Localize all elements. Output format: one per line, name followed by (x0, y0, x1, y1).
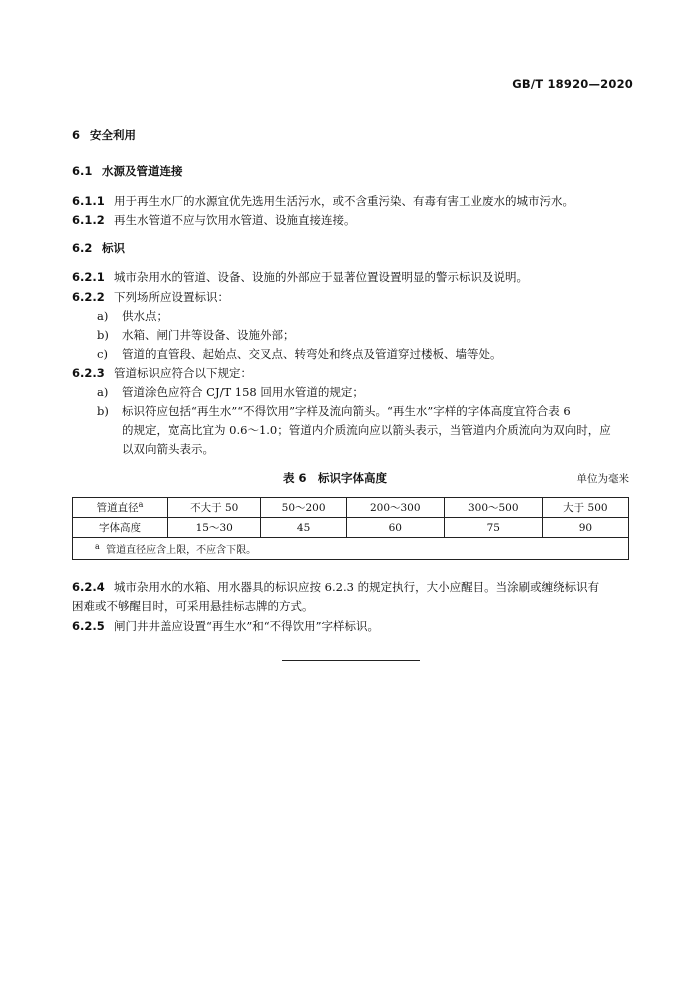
table-row (73, 518, 629, 538)
item-text: 供水点； (122, 309, 168, 323)
clause-text: 城市杂用水的水箱、用水器具的标识应按 6.2.3 的规定执行，大小应醒目。当涂刷或缠绕标识有 (114, 580, 600, 594)
row-header: 字体高度 (73, 518, 168, 538)
table-cell: 45 (261, 518, 346, 538)
section-title: 标识 (102, 241, 125, 255)
clause-text: 城市杂用水的管道、设备、设施的外部应于显著位置设置明显的警示标识及说明。 (114, 270, 528, 284)
item-label: c) (97, 347, 108, 361)
table-cell: 300～500 (444, 498, 542, 518)
clause-number: 6.2.4 (72, 580, 105, 594)
table-cell: 60 (346, 518, 444, 538)
item-text-line: 标识符应包括“再生水”“不得饮用”字样及流向箭头。“再生水”字样的字体高度宜符合表 6 (122, 404, 571, 418)
clause-6-2-2 (72, 289, 229, 305)
item-text-line: 的规定，宽高比宜为 0.6～1.0；管道内介质流向应以箭头表示，当管道内介质流向为双向时，应 (122, 423, 611, 437)
clause-number: 6.1.2 (72, 213, 105, 227)
section-number: 6 (72, 128, 81, 142)
section-6-heading (72, 127, 136, 143)
clause-number: 6.2.3 (72, 366, 105, 380)
table-caption: 表 6 标识字体高度 (283, 471, 388, 485)
clause-number: 6.2.2 (72, 290, 105, 304)
clause-text: 用于再生水厂的水源宜优先选用生活污水，或不含重污染、有毒有害工业废水的城市污水。 (114, 194, 574, 208)
table-cell: 不大于 50 (168, 498, 261, 518)
list-item (97, 308, 168, 324)
clause-6-1-1 (72, 193, 574, 209)
table-cell: 15～30 (168, 518, 261, 538)
standard-number: GB/T 18920—2020 (512, 77, 633, 91)
item-label: a) (97, 309, 109, 323)
list-item (97, 384, 364, 400)
clause-6-2-3 (72, 365, 252, 381)
table-cell: 大于 500 (542, 498, 628, 518)
item-text-line: 以双向箭头表示。 (122, 442, 214, 456)
table-cell: 90 (542, 518, 628, 538)
clause-text: 管道标识应符合以下规定： (114, 366, 252, 380)
section-title: 安全利用 (90, 128, 136, 142)
item-text: 管道涂色应符合 CJ/T 158 回用水管道的规定； (122, 385, 364, 399)
row-header: 管道直径$^a$ (73, 498, 168, 518)
clause-6-1-2 (72, 212, 356, 228)
clause-number: 6.2.5 (72, 619, 105, 633)
table-cell: 50～200 (261, 498, 346, 518)
item-label: b) (97, 404, 109, 418)
clause-number: 6.2.1 (72, 270, 105, 284)
clause-text-continuation: 困难或不够醒目时，可采用悬挂标志牌的方式。 (72, 599, 314, 613)
table-cell: 200～300 (346, 498, 444, 518)
clause-text: 下列场所应设置标识： (114, 290, 229, 304)
clause-text: 闸门井井盖应设置“再生水”和“不得饮用”字样标识。 (114, 619, 380, 633)
section-number: 6.1 (72, 164, 93, 178)
list-item (97, 403, 571, 419)
table-note-row (73, 538, 629, 560)
item-text: 管道的直管段、起始点、交叉点、转弯处和终点及管道穿过楼板、墙等处。 (122, 347, 502, 361)
item-label: a) (97, 385, 109, 399)
table-row (73, 498, 629, 518)
clause-number: 6.1.1 (72, 194, 105, 208)
table-cell: 75 (444, 518, 542, 538)
table-note: $^a$ 管道直径应含上限，不应含下限。 (73, 538, 629, 560)
list-item (97, 346, 502, 362)
item-text: 水箱、闸门井等设备、设施外部； (122, 328, 295, 342)
section-6-1-heading (72, 163, 183, 179)
section-number: 6.2 (72, 241, 93, 255)
clause-6-2-1 (72, 269, 528, 285)
clause-text: 再生水管道不应与饮用水管道、设施直接连接。 (114, 213, 356, 227)
table-unit: 单位为毫米 (576, 473, 629, 485)
clause-6-2-4 (72, 579, 599, 595)
end-of-text-rule (282, 660, 420, 661)
section-6-2-heading (72, 240, 125, 256)
section-title: 水源及管道连接 (102, 164, 183, 178)
clause-6-2-5 (72, 618, 379, 634)
font-height-table (72, 497, 629, 560)
item-label: b) (97, 328, 109, 342)
list-item (97, 327, 295, 343)
